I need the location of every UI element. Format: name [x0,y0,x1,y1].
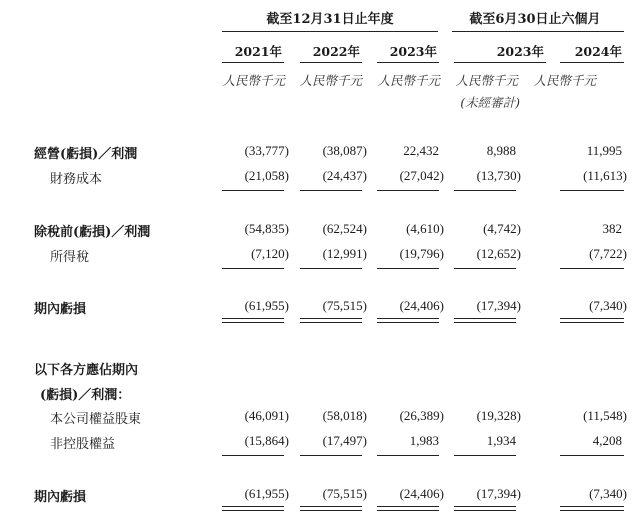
cell-loss2-2023: (24,406) [399,486,444,501]
header-half-rule [452,31,624,32]
subtotal2-rule-2021 [222,268,284,269]
subtotal-rule-2022 [300,190,362,191]
row-label-income-tax: 所得稅 [50,250,90,265]
cell-tax-2023: (19,796) [399,246,444,261]
cell-tax-2021: (7,120) [251,246,289,261]
cell-equity-2024h: (11,548) [583,408,627,423]
column-unit-2021: 人民幣千元 [222,73,285,88]
total2-rule-2024h [560,506,624,511]
cell-nci-2024h: 4,208 [592,433,622,448]
total2-rule-2022 [300,506,362,511]
total2-rule-2023h [454,506,516,511]
unaudited-note: (未經審計) [460,95,520,110]
subtotal-rule-2024h [560,190,624,191]
column-unit-2023-half: 人民幣千元 [455,73,518,88]
cell-loss-2022: (75,515) [322,298,367,313]
subtotal-rule-2023h [454,190,516,191]
cell-finance-2022: (24,437) [322,168,367,183]
cell-equity-2023: (26,389) [399,408,444,423]
header-half-year-period: 截至6月30日止六個月 [469,12,601,27]
total-rule-2022 [300,318,362,323]
row-label-equity-holders: 本公司權益股東 [50,412,142,427]
total2-rule-2021 [222,506,284,511]
row-label-finance-cost: 財務成本 [50,172,103,187]
subtotal2-rule-2024h [560,268,624,269]
cell-loss-2021: (61,955) [244,298,289,313]
total-rule-2024h [560,318,624,323]
cell-loss2-2023h: (17,394) [476,486,521,501]
cell-loss2-2024h: (7,340) [589,486,627,501]
row-label-pretax: 除稅前(虧損)／利潤 [34,225,151,240]
row-label-period-loss: 期內虧損 [34,302,87,317]
cell-operating-2023: 22,432 [403,143,439,158]
cell-operating-2024h: 11,995 [586,143,622,158]
column-unit-2022: 人民幣千元 [299,73,362,88]
header-annual-period: 截至12月31日止年度 [266,12,394,27]
column-year-2023: 2023年 [389,44,437,59]
row-label-attributable-2: (虧損)／利潤： [40,388,131,403]
row-label-period-loss-2: 期內虧損 [34,490,87,505]
subtotal2-rule-2022 [300,268,362,269]
year-rule-2022 [300,62,362,63]
cell-equity-2021: (46,091) [244,408,289,423]
column-year-2024-half: 2024年 [574,44,622,59]
subtotal2-rule-2023 [377,268,439,269]
cell-pretax-2023: (4,610) [406,221,444,236]
cell-finance-2024h: (11,613) [583,168,627,183]
row-label-attributable-1: 以下各方應佔期內 [34,363,139,378]
cell-loss-2023: (24,406) [399,298,444,313]
total2-rule-2023 [377,506,439,511]
subtotal-rule-2021 [222,190,284,191]
cell-operating-2023h: 8,988 [486,143,516,158]
row-label-operating: 經營(虧損)／利潤 [34,147,138,162]
cell-tax-2023h: (12,652) [476,246,521,261]
column-year-2023-half: 2023年 [496,44,544,59]
cell-equity-2022: (58,018) [322,408,367,423]
year-rule-2023-half [454,62,546,63]
cell-pretax-2024h: 382 [602,221,622,236]
cell-nci-2022: (17,497) [322,433,367,448]
cell-loss-2024h: (7,340) [589,298,627,313]
cell-tax-2022: (12,991) [322,246,367,261]
cell-nci-2023: 1,983 [409,433,439,448]
header-annual-rule [222,31,438,32]
cell-pretax-2021: (54,835) [244,221,289,236]
cell-finance-2021: (21,058) [244,168,289,183]
subtotal3-rule-2023h [454,455,516,456]
total-rule-2023 [377,318,439,323]
total-rule-2021 [222,318,284,323]
total-rule-2023h [454,318,516,323]
cell-loss2-2021: (61,955) [244,486,289,501]
year-rule-2024-half [560,62,624,63]
cell-tax-2024h: (7,722) [589,246,627,261]
cell-loss-2023h: (17,394) [476,298,521,313]
cell-nci-2021: (15,864) [244,433,289,448]
column-unit-2024-half: 人民幣千元 [533,73,596,88]
year-rule-2021 [222,62,284,63]
column-unit-2023: 人民幣千元 [377,73,440,88]
subtotal3-rule-2021 [222,455,284,456]
subtotal-rule-2023 [377,190,439,191]
cell-pretax-2023h: (4,742) [483,221,521,236]
cell-equity-2023h: (19,328) [476,408,521,423]
subtotal2-rule-2023h [454,268,516,269]
cell-operating-2022: (38,087) [322,143,367,158]
cell-operating-2021: (33,777) [244,143,289,158]
subtotal3-rule-2022 [300,455,362,456]
row-label-non-controlling: 非控股權益 [50,437,116,452]
subtotal3-rule-2024h [560,455,624,456]
subtotal3-rule-2023 [377,455,439,456]
cell-loss2-2022: (75,515) [322,486,367,501]
year-rule-2023 [377,62,439,63]
cell-pretax-2022: (62,524) [322,221,367,236]
column-year-2021: 2021年 [234,44,282,59]
column-year-2022: 2022年 [312,44,360,59]
cell-finance-2023: (27,042) [399,168,444,183]
cell-finance-2023h: (13,730) [476,168,521,183]
cell-nci-2023h: 1,934 [486,433,516,448]
